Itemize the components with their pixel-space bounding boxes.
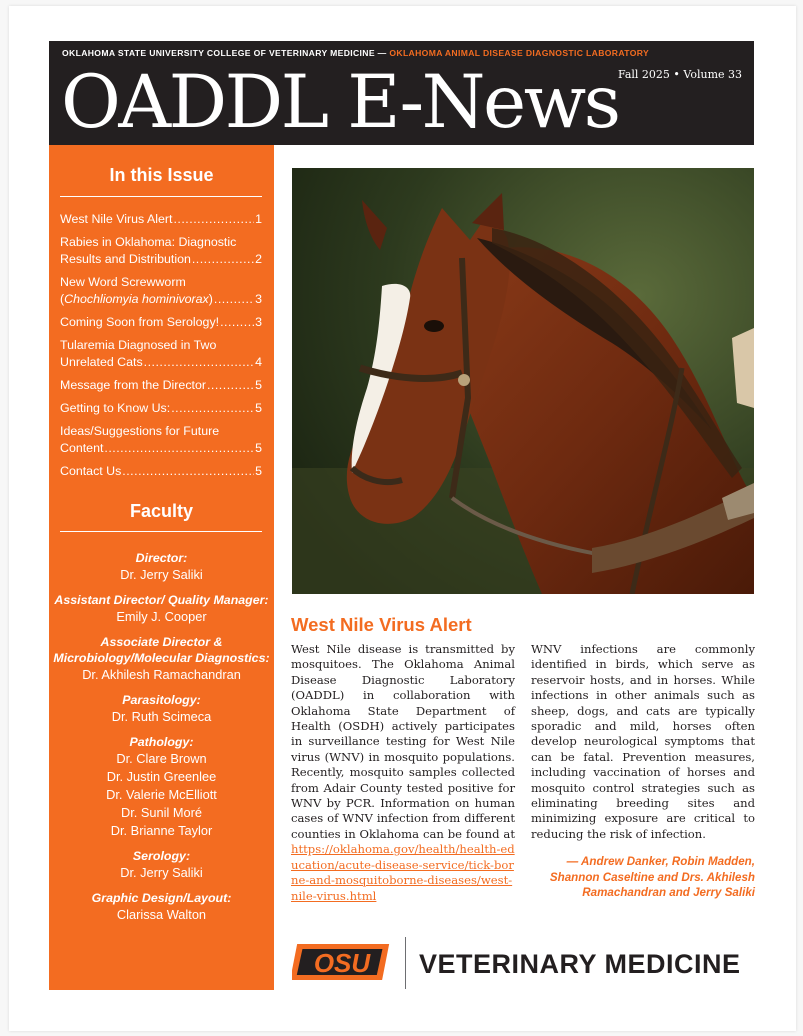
osu-logo-text: OSU: [313, 948, 371, 978]
toc-item-label: Coming Soon from Serology!: [60, 315, 220, 329]
osdh-link[interactable]: https://oklahoma.gov/health/health-education/acute-disease-service/tick-borne-and-mosquitoborne-diseases/west-nile-virus.html: [291, 842, 515, 903]
toc-item[interactable]: [60, 400, 262, 417]
toc-leader: [122, 463, 254, 480]
toc-item[interactable]: [60, 423, 262, 457]
faculty-section: [49, 692, 274, 726]
footer-unit-name: VETERINARY MEDICINE: [419, 949, 741, 979]
toc-page-number: 3: [255, 292, 262, 306]
toc-page-number: 1: [255, 212, 262, 226]
faculty-divider: [60, 531, 262, 532]
faculty-role: Director:: [135, 551, 188, 565]
toc-leader: [173, 211, 254, 228]
faculty-section: [49, 734, 274, 840]
article-credit: — Andrew Danker, Robin Madden, Shannon Caseltine and Drs. Akhilesh Ramachandran and Jerry Saliki: [549, 855, 755, 900]
faculty-role: Assistant Director/ Quality Manager:: [54, 593, 269, 607]
faculty-heading: Faculty: [129, 501, 194, 521]
toc-item-label: Content: [60, 441, 104, 455]
toc-item-label: (Chochliomyia hominivorax): [60, 292, 213, 306]
toc-item-row: [60, 377, 262, 394]
horse-photo: [292, 168, 754, 594]
faculty-name: Dr. Brianne Taylor: [110, 823, 213, 838]
toc-item[interactable]: [60, 463, 262, 480]
toc-item-label: Rabies in Oklahoma: Diagnostic: [60, 235, 237, 249]
toc-page-number: 2: [255, 252, 262, 266]
masthead-institution: [62, 48, 649, 58]
toc-page-number: 5: [255, 441, 262, 455]
toc-list: [60, 211, 262, 486]
faculty-role: Pathology:: [129, 735, 194, 749]
toc-item[interactable]: [60, 377, 262, 394]
toc-page-number: 3: [255, 315, 262, 329]
article-title: West Nile Virus Alert: [291, 614, 472, 635]
faculty-name: Dr. Jerry Saliki: [120, 865, 203, 880]
species-name: Chochliomyia hominivorax: [64, 292, 209, 306]
faculty-name: Clarissa Walton: [116, 907, 207, 922]
footer-divider: [405, 937, 406, 989]
faculty-list: [49, 550, 274, 932]
article-body-1: West Nile disease is transmitted by mosquitoes. The Oklahoma Animal Disease Diagnostic Laboratory (OADDL) in collaboration with Oklahoma State Department of Health (OSDH) actively participates in surveillance testing for West Nile virus (WNV) in mosquito populations. Recently, mosquito samples collected from Adair County tested positive for WNV by PCR. Information on human cases of WNV infection from different counties in Oklahoma can be found at: [291, 642, 515, 841]
toc-item-label: Unrelated Cats: [60, 355, 143, 369]
faculty-name: Dr. Sunil Moré: [120, 805, 203, 820]
toc-leader: [144, 354, 254, 371]
toc-item-row: [60, 211, 262, 228]
toc-item-row: [60, 314, 262, 331]
faculty-name: Dr. Ruth Scimeca: [111, 709, 212, 724]
toc-leader: [220, 314, 254, 331]
newsletter-title: OADDL E-News: [61, 60, 619, 145]
toc-item[interactable]: [60, 234, 262, 268]
faculty-name: Dr. Akhilesh Ramachandran: [82, 667, 241, 682]
article-column-1: [291, 642, 515, 904]
faculty-name: Dr. Justin Greenlee: [106, 769, 217, 784]
toc-divider: [60, 196, 262, 197]
toc-heading: In this Issue: [109, 165, 214, 185]
article-body-2: WNV infections are commonly identified in birds, which serve as reservoir hosts, and in horses. While infections in other animals such as sheep, dogs, and cats are typically sporadic and mild, horses often develop neurological symptoms that can be fatal. Prevention measures, including vaccination of horses and mosquito control strategies such as eliminating breeding sites and minimizing exposure are critical to reducing the risk of infection.: [531, 642, 755, 841]
toc-leader: [192, 251, 254, 268]
lab-name: OKLAHOMA ANIMAL DISEASE DIAGNOSTIC LABORATORY: [389, 48, 650, 58]
faculty-name: Dr. Clare Brown: [116, 751, 207, 766]
faculty-role: Parasitology:: [122, 693, 201, 707]
toc-item-label: Getting to Know Us:: [60, 401, 171, 415]
faculty-section: [49, 890, 274, 924]
toc-leader: [214, 291, 254, 308]
toc-item[interactable]: [60, 314, 262, 331]
faculty-role: Associate Director & Microbiology/Molecular Diagnostics:: [53, 635, 270, 665]
toc-leader: [207, 377, 254, 394]
faculty-section: [49, 634, 274, 684]
issue-info: Fall 2025 • Volume 33: [617, 68, 742, 81]
toc-item-row: [60, 440, 262, 457]
faculty-name: Dr. Jerry Saliki: [120, 567, 203, 582]
faculty-section: [49, 550, 274, 584]
toc-item[interactable]: [60, 211, 262, 228]
toc-item-label: Message from the Director: [60, 378, 206, 392]
toc-leader: [104, 440, 254, 457]
college-name: OKLAHOMA STATE UNIVERSITY COLLEGE OF VETERINARY MEDICINE —: [62, 48, 387, 58]
faculty-role: Graphic Design/Layout:: [91, 891, 232, 905]
article-column-2: [531, 642, 755, 901]
toc-page-number: 5: [255, 378, 262, 392]
toc-item-row: [60, 291, 262, 308]
masthead: [49, 41, 754, 145]
toc-page-number: 4: [255, 355, 262, 369]
toc-item-label: Tularemia Diagnosed in Two: [60, 338, 217, 352]
sidebar: [49, 145, 274, 990]
toc-item-row: [60, 400, 262, 417]
toc-item-label: Contact Us: [60, 464, 122, 478]
toc-item-row: [60, 354, 262, 371]
toc-item-label: New Word Screwworm: [60, 275, 186, 289]
toc-item-label: West Nile Virus Alert: [60, 212, 173, 226]
toc-page-number: 5: [255, 401, 262, 415]
toc-item-label: Ideas/Suggestions for Future: [60, 424, 220, 438]
toc-item[interactable]: [60, 274, 262, 308]
faculty-name: Emily J. Cooper: [116, 609, 207, 624]
faculty-role: Serology:: [132, 849, 191, 863]
faculty-section: [49, 848, 274, 882]
osu-brand-logo: [292, 938, 394, 991]
toc-page-number: 5: [255, 464, 262, 478]
toc-item-row: [60, 251, 262, 268]
toc-leader: [171, 400, 254, 417]
toc-item-label: Results and Distribution: [60, 252, 191, 266]
faculty-section: [49, 592, 274, 626]
faculty-name: Dr. Valerie McElliott: [106, 787, 217, 802]
toc-item-row: [60, 463, 262, 480]
toc-item[interactable]: [60, 337, 262, 371]
